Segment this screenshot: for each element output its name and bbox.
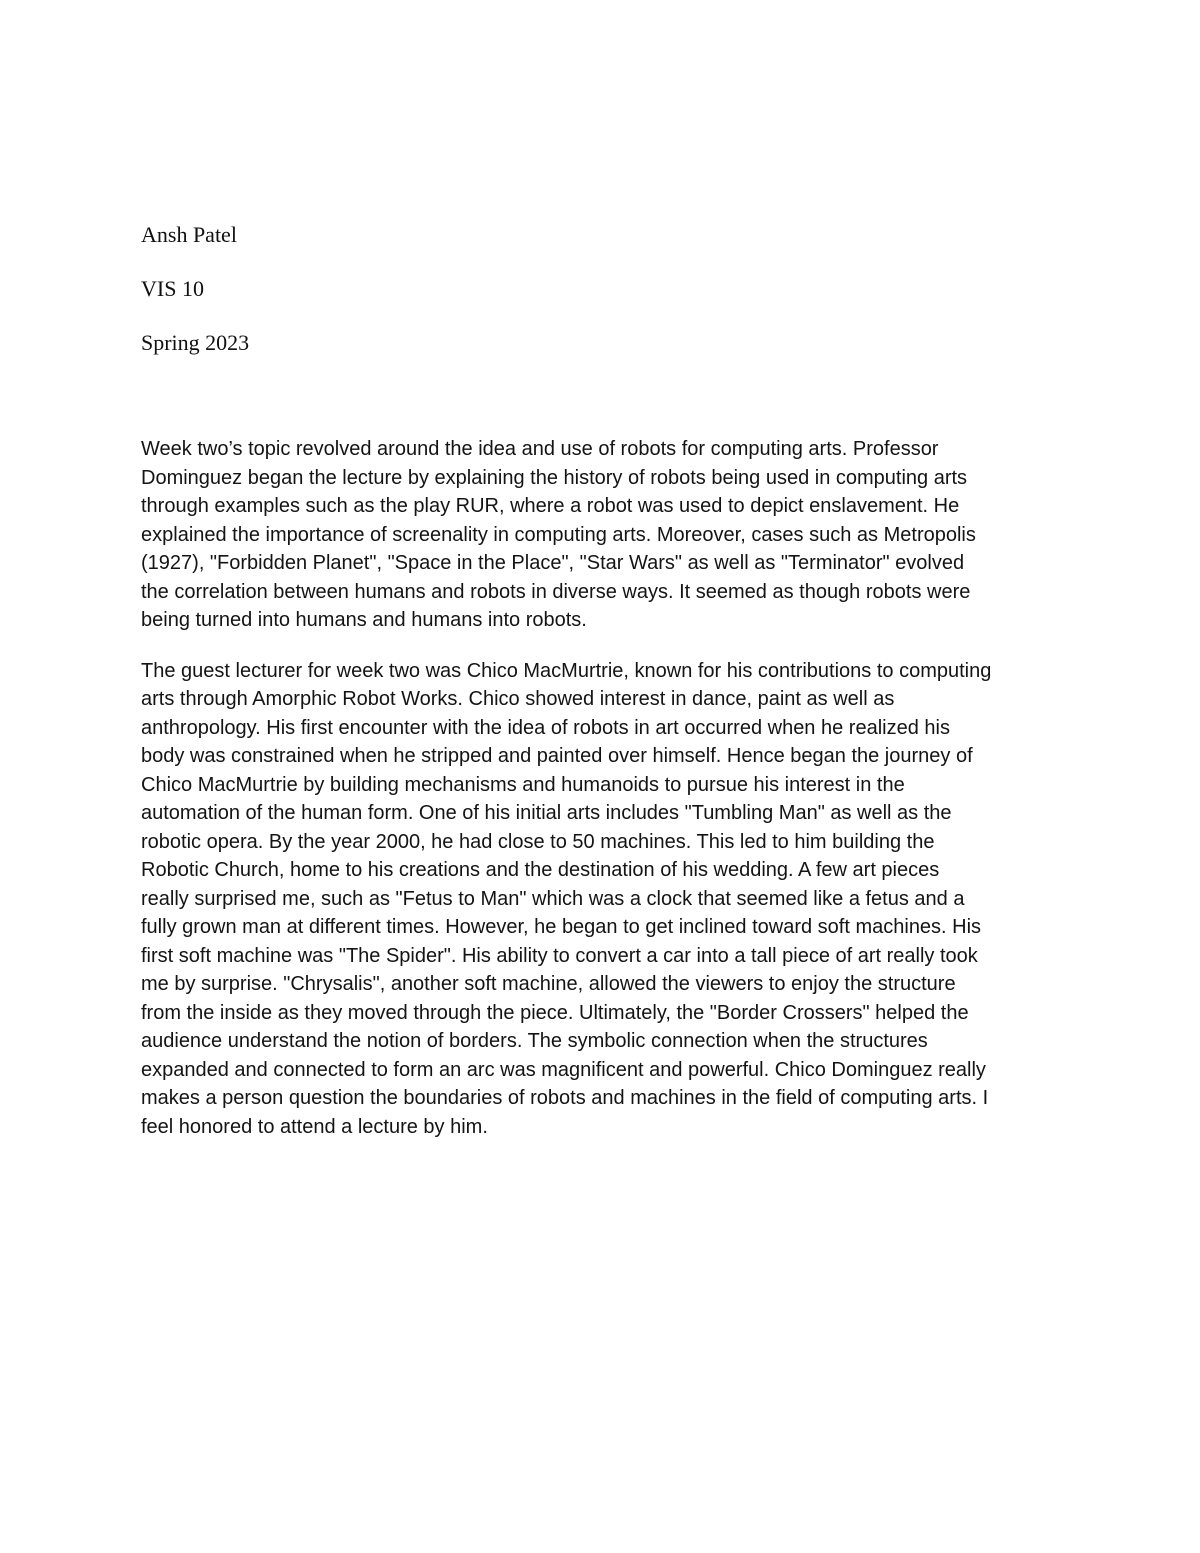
text-line: the correlation between humans and robots in diverse ways. It seemed as though robots were [141,580,971,603]
text-line: being turned into humans and humans into robots. [141,609,587,631]
text-line: automation of the human form. One of his initial arts includes "Tumbling Man" as well as the [141,802,952,824]
text-line: through examples such as the play RUR, where a robot was used to depict enslavement. He [141,495,960,517]
text-line: Robotic Church, home to his creations and the destination of his wedding. A few art pieces [141,859,940,881]
text-line: really surprised me, such as "Fetus to Man" which was a clock that seemed like a fetus and a [141,887,965,910]
text-line: Dominguez began the lecture by explaining the history of robots being used in computing arts [141,466,968,489]
document-body [141,435,1061,1163]
text-line: Chico MacMurtrie by building mechanisms and humanoids to pursue his interest in the [141,773,905,796]
document-header [141,218,741,380]
text-line: fully grown man at different times. However, he began to get inclined toward soft machines. His [141,916,982,938]
text-line: expanded and connected to form an arc was magnificent and powerful. Chico Dominguez really [141,1058,986,1081]
text-line: first soft machine was "The Spider". His ability to convert a car into a tall piece of art really took [141,944,978,967]
term: Spring 2023 [141,330,250,355]
course-name: VIS 10 [141,276,204,301]
text-line: The guest lecturer for week two was Chico MacMurtrie, known for his contributions to computing [141,659,992,682]
text-line: arts through Amorphic Robot Works. Chico showed interest in dance, paint as well as [141,688,895,710]
text-line: makes a person question the boundaries of robots and machines in the field of computing arts. I [141,1087,989,1109]
text-line: from the inside as they moved through the piece. Ultimately, the "Border Crossers" helped the [141,1001,969,1024]
author-name: Ansh Patel [141,222,237,247]
paragraph-2 [141,657,1061,1142]
text-line: anthropology. His first encounter with the idea of robots in art occurred when he realized his [141,716,950,739]
text-line: (1927), "Forbidden Planet", "Space in the Place", "Star Wars" as well as "Terminator" evolved [141,552,965,574]
text-line: explained the importance of screenality in computing arts. Moreover, cases such as Metropolis [141,523,976,546]
text-line: audience understand the notion of borders. The symbolic connection when the structures [141,1030,928,1052]
text-line: me by surprise. "Chrysalis", another soft machine, allowed the viewers to enjoy the structure [141,973,956,995]
paragraph-1 [141,435,1061,635]
text-line: body was constrained when he stripped and painted over himself. Hence began the journey of [141,745,973,767]
text-line: feel honored to attend a lecture by him. [141,1115,488,1138]
text-line: Week two’s topic revolved around the idea and use of robots for computing arts. Professor [141,438,939,460]
text-line: robotic opera. By the year 2000, he had close to 50 machines. This led to him building the [141,830,935,853]
